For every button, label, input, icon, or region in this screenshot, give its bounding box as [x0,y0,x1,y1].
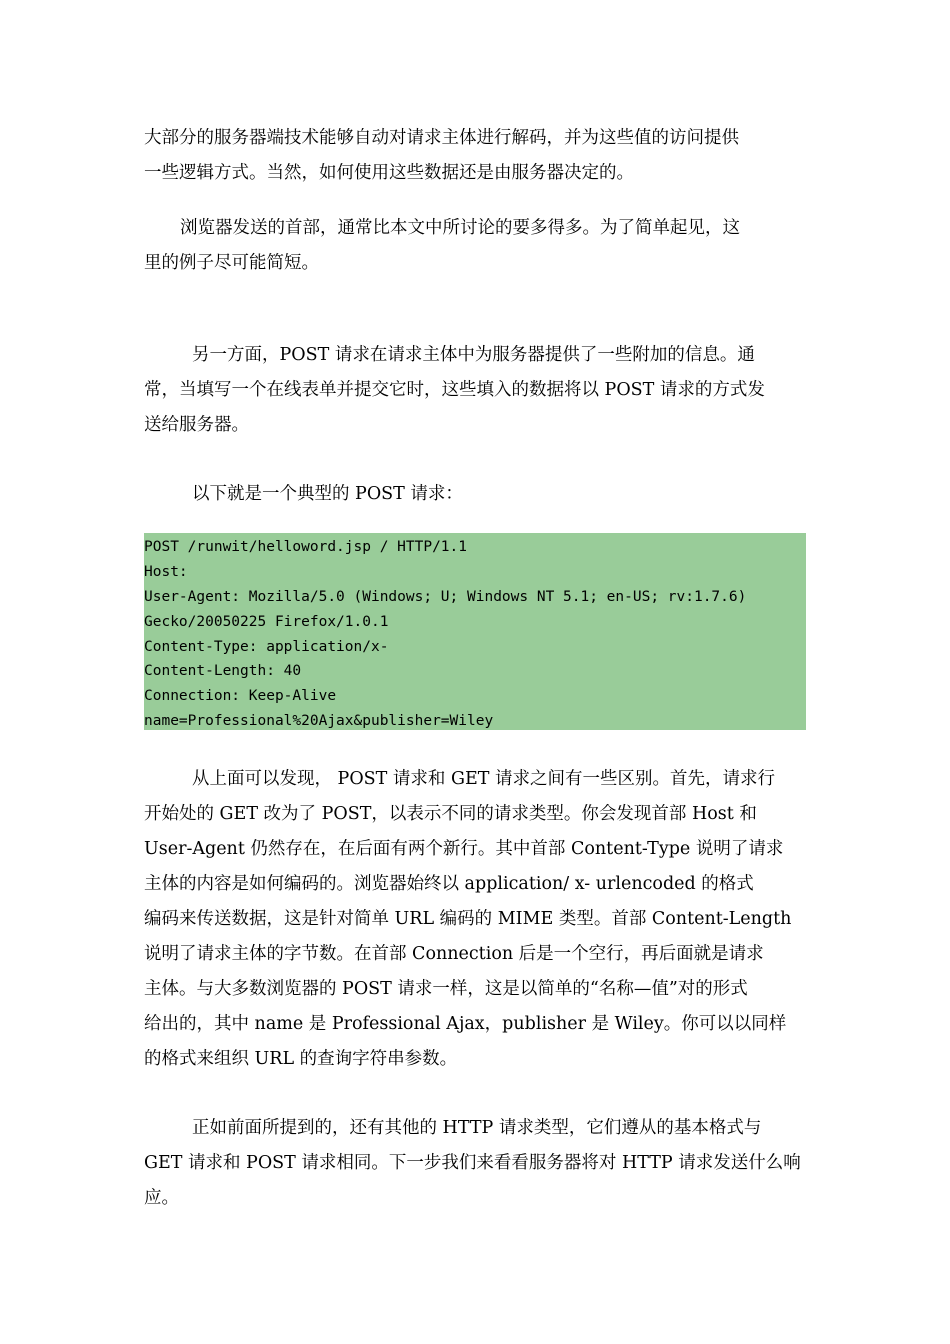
text-line: 大部分的服务器端技术能够自动对请求主体进行解码，并为这些值的访问提供 [144,128,739,148]
code-line: Connection: Keep-Alive [144,688,337,705]
text-line: 主体的内容是如何编码的。浏览器始终以 application/ x- urlencoded 的格式 [144,874,754,894]
text-line: 编码来传送数据，这是针对简单 URL 编码的 MIME 类型。首部 Content-Length [144,909,792,929]
text-line: 里的例子尽可能简短。 [144,253,319,273]
text-line: 常，当填写一个在线表单并提交它时，这些填入的数据将以 POST 请求的方式发 [144,380,765,400]
code-line: Gecko/20050225 Firefox/1.0.1 [144,613,389,630]
code-line: Content-Type: application/x- [144,638,389,655]
paragraph-typical-post [144,477,806,512]
text-line: User-Agent 仍然存在，在后面有两个新行。其中首部 Content-Type 说明了请求 [144,839,784,859]
code-line: Host: [144,563,188,580]
text-line: 主体。与大多数浏览器的 POST 请求一样，这是以简单的“名称—值”对的形式 [144,979,748,999]
text-line: 送给服务器。 [144,415,249,435]
text-line: GET 请求和 POST 请求相同。下一步我们来看看服务器将对 HTTP 请求发送什么响 [144,1153,801,1173]
text-line: 应。 [144,1188,179,1208]
text-line: 说明了请求主体的字节数。在首部 Connection 后是一个空行，再后面就是请求 [144,944,764,964]
code-block-post-request [144,533,806,730]
code-line: name=Professional%20Ajax&publisher=Wiley [144,713,494,730]
text-line: 以下就是一个典型的 POST 请求： [192,484,463,504]
code-line: Content-Length: 40 [144,663,302,680]
paragraph-browser-headers [144,211,806,281]
text-line: 浏览器发送的首部，通常比本文中所讨论的要多得多。为了简单起见，这 [180,218,740,238]
text-line: 的格式来组织 URL 的查询字符串参数。 [144,1049,458,1069]
paragraph-request-body-decoding [144,121,806,191]
code-line: User-Agent: Mozilla/5.0 (Windows; U; Windows NT 5.1; en-US; rv:1.7.6) [144,588,747,605]
text-line: 正如前面所提到的，还有其他的 HTTP 请求类型，它们遵从的基本格式与 [192,1118,762,1138]
text-line: 开始处的 GET 改为了 POST，以表示不同的请求类型。你会发现首部 Host 和 [144,804,757,824]
text-line: 从上面可以发现， POST 请求和 GET 请求之间有一些区别。首先，请求行 [192,769,775,789]
text-line: 另一方面，POST 请求在请求主体中为服务器提供了一些附加的信息。通 [192,345,755,365]
code-line: POST /runwit/helloword.jsp / HTTP/1.1 [144,539,468,555]
paragraph-post-vs-get [144,762,806,1077]
text-line: 给出的，其中 name 是 Professional Ajax，publisher 是 Wiley。你可以以同样 [144,1014,787,1034]
paragraph-post-intro [144,338,806,443]
paragraph-other-http-types [144,1111,806,1216]
text-line: 一些逻辑方式。当然，如何使用这些数据还是由服务器决定的。 [144,163,634,183]
